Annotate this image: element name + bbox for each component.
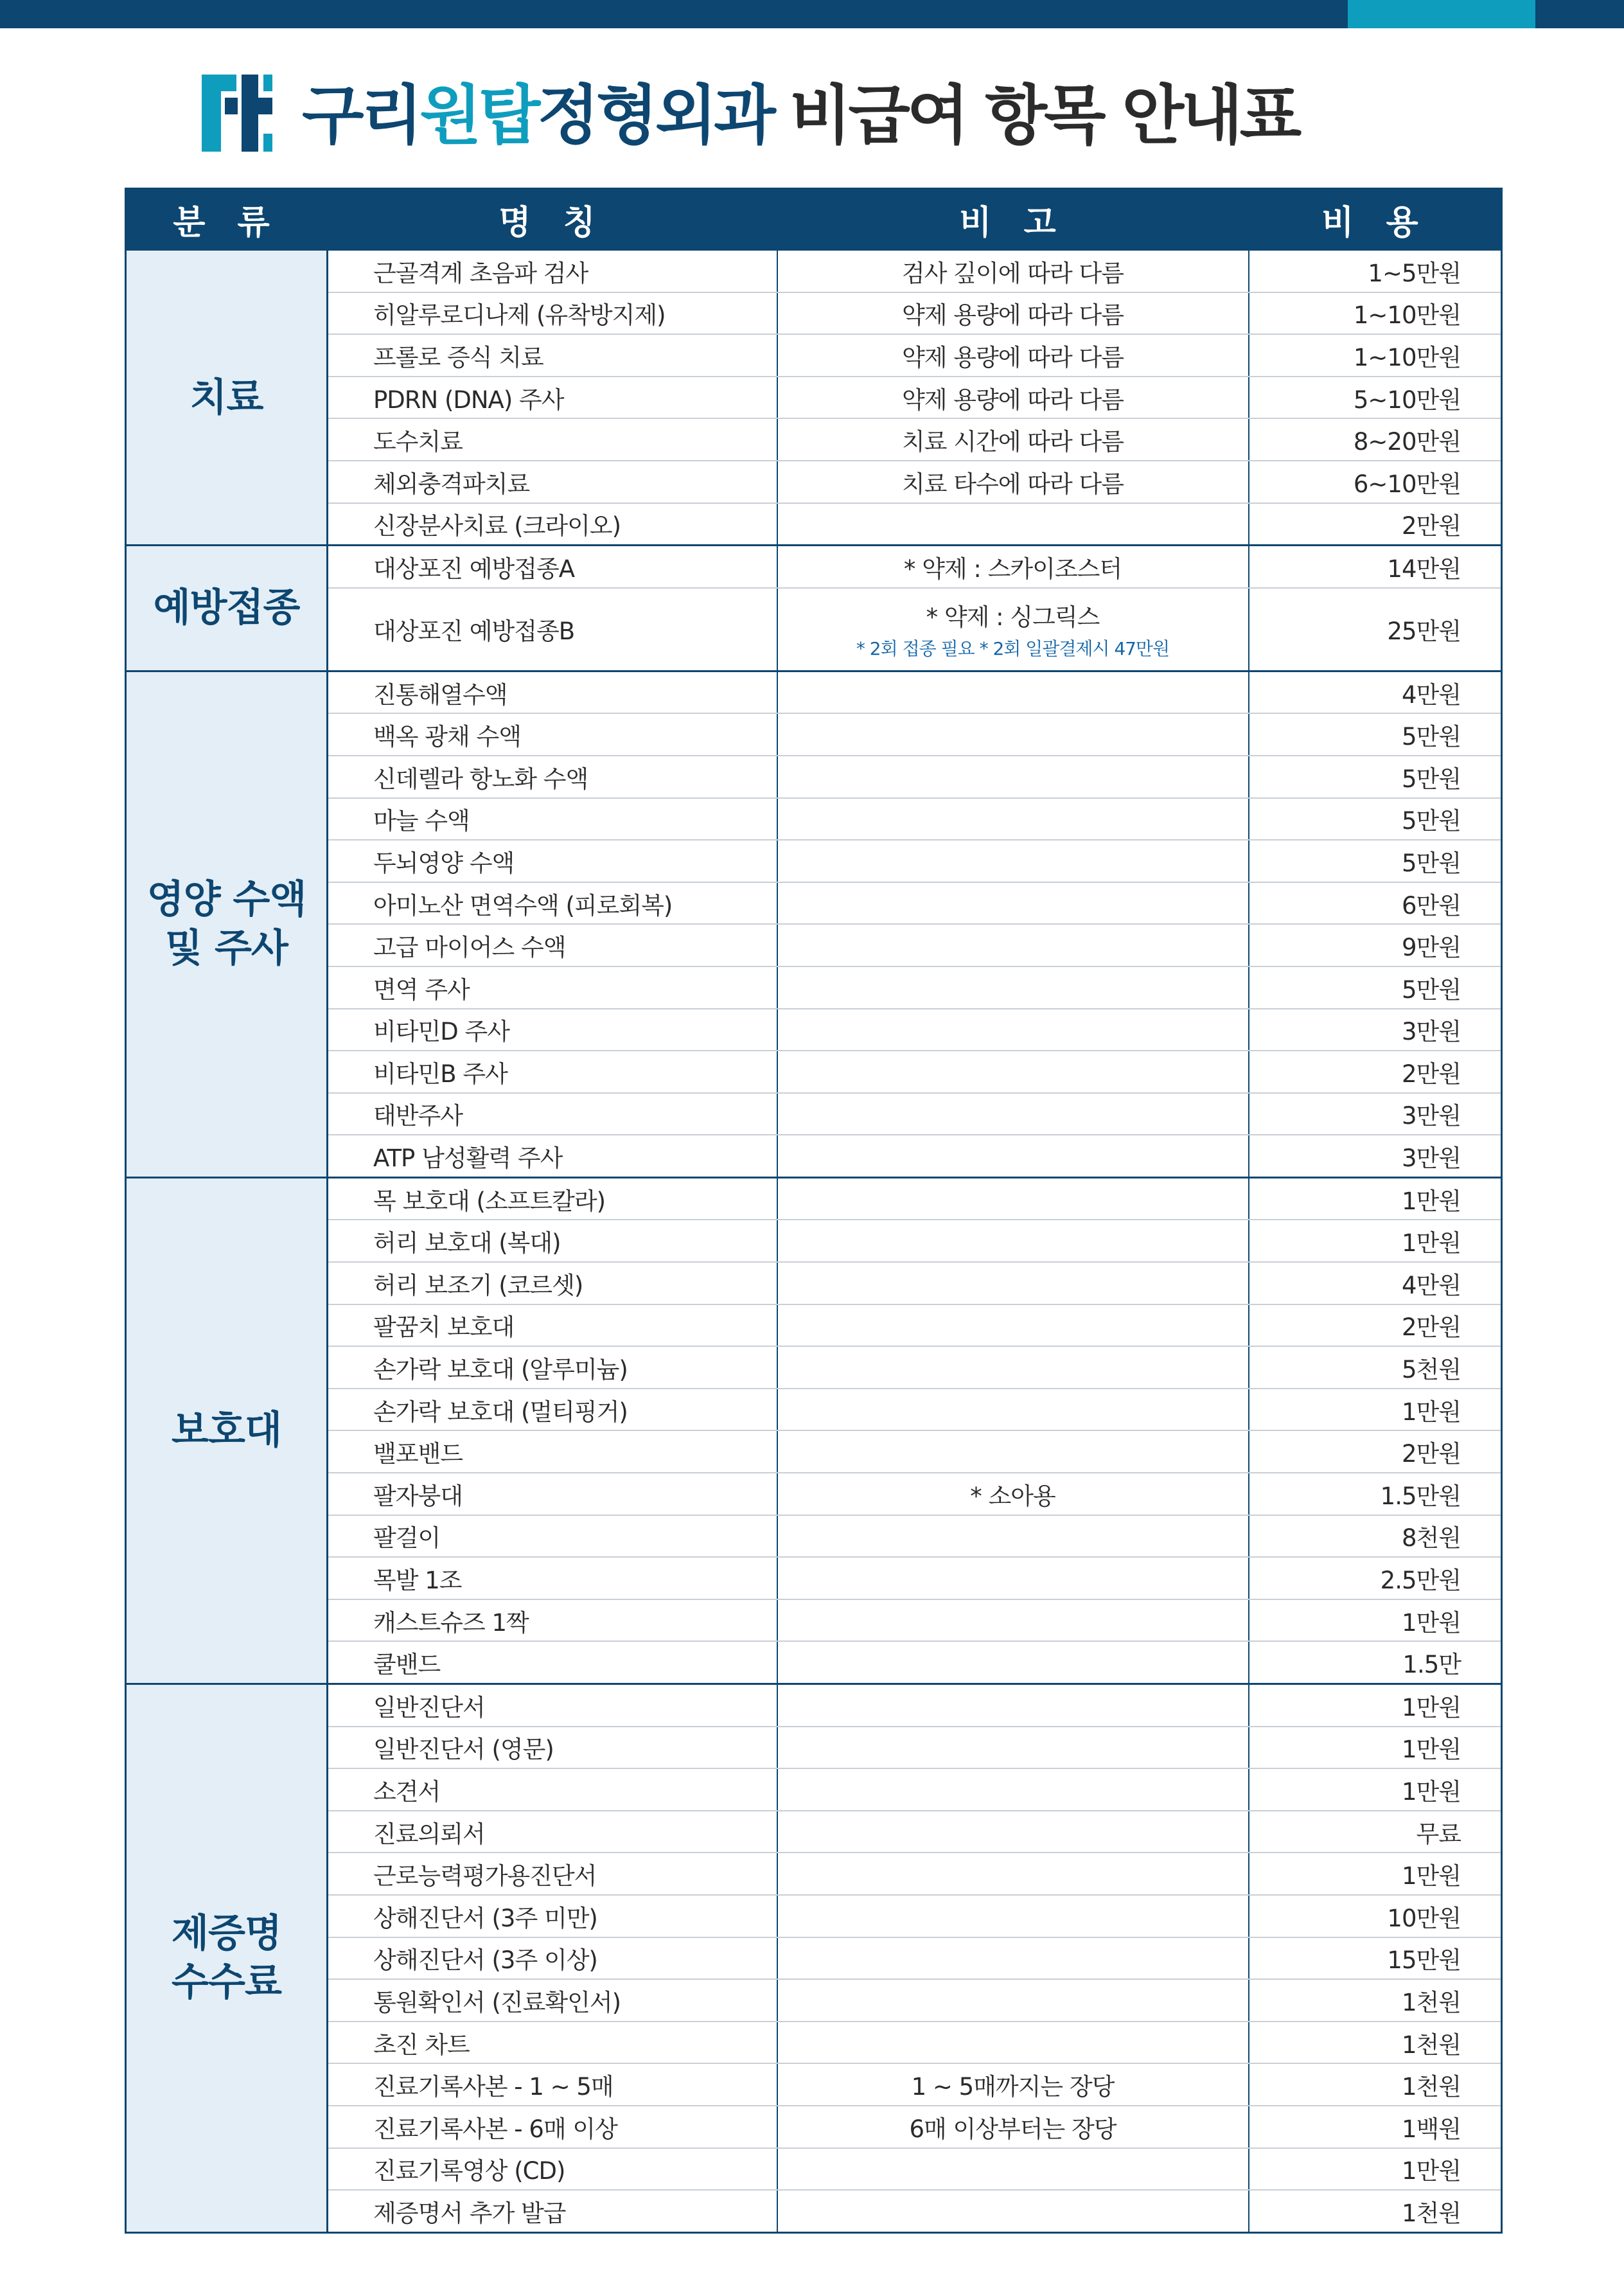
table-row xyxy=(126,1557,1502,1599)
table-row xyxy=(126,1684,1502,1727)
column-header-note: 비 고 xyxy=(777,189,1249,250)
item-name: 대상포진 예방접종A xyxy=(328,546,777,588)
item-name: 아미노산 면역수액 (피로회복) xyxy=(328,882,777,925)
item-note xyxy=(777,1093,1249,1135)
item-note xyxy=(777,1895,1249,1937)
item-note xyxy=(777,1051,1249,1093)
table-row xyxy=(126,1051,1502,1093)
table-row xyxy=(126,2022,1502,2064)
table-row xyxy=(126,1009,1502,1051)
item-name: 대상포진 예방접종B xyxy=(328,588,777,671)
item-note: 약제 용량에 따라 다름 xyxy=(777,377,1249,419)
table-row xyxy=(126,671,1502,713)
item-note xyxy=(777,2148,1249,2191)
item-cost: 1천원 xyxy=(1249,2190,1502,2232)
column-header-name: 명 칭 xyxy=(328,189,777,250)
item-name: 초진 차트 xyxy=(328,2022,777,2064)
item-cost: 1만원 xyxy=(1249,2148,1502,2191)
item-cost: 1~10만원 xyxy=(1249,292,1502,335)
item-name: 근로능력평가용진단서 xyxy=(328,1853,777,1895)
item-cost: 1천원 xyxy=(1249,2022,1502,2064)
item-name: 소견서 xyxy=(328,1768,777,1811)
category-cell-vaccination: 예방접종 xyxy=(126,546,328,671)
item-cost: 3만원 xyxy=(1249,1093,1502,1135)
item-note xyxy=(777,1177,1249,1220)
item-name: 일반진단서 xyxy=(328,1684,777,1727)
table-row xyxy=(126,1177,1502,1220)
item-name: 목발 1조 xyxy=(328,1557,777,1599)
table-row xyxy=(126,1811,1502,1853)
item-name: 비타민B 주사 xyxy=(328,1051,777,1093)
item-note xyxy=(777,1937,1249,1980)
item-note: 치료 시간에 따라 다름 xyxy=(777,418,1249,461)
hospital-logo-icon xyxy=(197,72,276,154)
item-name: 밸포밴드 xyxy=(328,1430,777,1473)
item-note xyxy=(777,924,1249,966)
item-name: 쿨밴드 xyxy=(328,1641,777,1684)
item-cost: 1만원 xyxy=(1249,1853,1502,1895)
item-note xyxy=(777,2190,1249,2232)
item-cost: 25만원 xyxy=(1249,588,1502,671)
item-cost: 무료 xyxy=(1249,1811,1502,1853)
item-cost: 1.5만원 xyxy=(1249,1473,1502,1515)
top-accent-bar xyxy=(0,0,1624,28)
item-note: 6매 이상부터는 장당 xyxy=(777,2106,1249,2148)
table-row xyxy=(126,713,1502,756)
item-name: 진료기록영상 (CD) xyxy=(328,2148,777,2191)
item-note xyxy=(777,1641,1249,1684)
title-part-onetop: 원탑 xyxy=(419,78,538,153)
table-row xyxy=(126,1853,1502,1895)
table-row xyxy=(126,1895,1502,1937)
item-note xyxy=(777,588,1249,671)
item-note xyxy=(777,756,1249,798)
table-row xyxy=(126,588,1502,671)
item-name: PDRN (DNA) 주사 xyxy=(328,377,777,419)
item-note xyxy=(777,798,1249,840)
item-note xyxy=(777,1684,1249,1727)
item-cost: 5천원 xyxy=(1249,1346,1502,1389)
item-name: 백옥 광채 수액 xyxy=(328,713,777,756)
table-row xyxy=(126,1473,1502,1515)
item-note xyxy=(777,1599,1249,1642)
item-cost: 14만원 xyxy=(1249,546,1502,588)
item-name: 통원확인서 (진료확인서) xyxy=(328,1979,777,2022)
item-note xyxy=(777,2022,1249,2064)
item-cost: 1백원 xyxy=(1249,2106,1502,2148)
item-name: 신데렐라 항노화 수액 xyxy=(328,756,777,798)
item-cost: 3만원 xyxy=(1249,1009,1502,1051)
table-row xyxy=(126,1262,1502,1304)
item-name: 허리 보호대 (복대) xyxy=(328,1220,777,1262)
item-cost: 2.5만원 xyxy=(1249,1557,1502,1599)
table-row xyxy=(126,840,1502,882)
item-note xyxy=(777,1430,1249,1473)
item-note-sub: * 2회 접종 필요 * 2회 일괄결제시 47만원 xyxy=(856,638,1170,660)
table-row xyxy=(126,1135,1502,1177)
item-note: 치료 타수에 따라 다름 xyxy=(777,461,1249,503)
item-name: 허리 보조기 (코르셋) xyxy=(328,1262,777,1304)
item-cost: 1만원 xyxy=(1249,1220,1502,1262)
table-row xyxy=(126,1093,1502,1135)
item-cost: 6만원 xyxy=(1249,882,1502,925)
table-row xyxy=(126,377,1502,419)
item-name: 신장분사치료 (크라이오) xyxy=(328,503,777,546)
item-note: 약제 용량에 따라 다름 xyxy=(777,334,1249,377)
table-row xyxy=(126,1346,1502,1389)
column-header-cost: 비 용 xyxy=(1249,189,1502,250)
item-cost: 1만원 xyxy=(1249,1177,1502,1220)
item-name: 체외충격파치료 xyxy=(328,461,777,503)
item-cost: 1천원 xyxy=(1249,1979,1502,2022)
item-cost: 1.5만 xyxy=(1249,1641,1502,1684)
item-note-main: * 약제 : 싱그릭스 xyxy=(926,603,1100,632)
item-name: 상해진단서 (3주 이상) xyxy=(328,1937,777,1980)
table-row xyxy=(126,2106,1502,2148)
table-row xyxy=(126,798,1502,840)
item-name: 손가락 보호대 (알루미늄) xyxy=(328,1346,777,1389)
table-row xyxy=(126,1220,1502,1262)
item-name: 근골격계 초음파 검사 xyxy=(328,250,777,292)
table-row xyxy=(126,756,1502,798)
page-header xyxy=(0,62,1624,158)
category-cell-braces: 보호대 xyxy=(126,1177,328,1684)
item-note xyxy=(777,1727,1249,1769)
category-cell-nutrition-iv: 영양 수액 및 주사 xyxy=(126,671,328,1177)
item-cost: 1만원 xyxy=(1249,1727,1502,1769)
item-cost: 4만원 xyxy=(1249,1262,1502,1304)
item-cost: 1만원 xyxy=(1249,1389,1502,1431)
item-name: 면역 주사 xyxy=(328,966,777,1009)
item-cost: 2만원 xyxy=(1249,1430,1502,1473)
item-name: 목 보호대 (소프트칼라) xyxy=(328,1177,777,1220)
item-cost: 1만원 xyxy=(1249,1599,1502,1642)
table-row xyxy=(126,1430,1502,1473)
table-row xyxy=(126,1768,1502,1811)
item-cost: 9만원 xyxy=(1249,924,1502,966)
item-cost: 5만원 xyxy=(1249,966,1502,1009)
item-cost: 2만원 xyxy=(1249,1051,1502,1093)
item-cost: 1~5만원 xyxy=(1249,250,1502,292)
item-note xyxy=(777,1135,1249,1177)
table-row xyxy=(126,1937,1502,1980)
item-note xyxy=(777,1853,1249,1895)
item-note xyxy=(777,1009,1249,1051)
item-name: 히알루로디나제 (유착방지제) xyxy=(328,292,777,335)
item-note xyxy=(777,1220,1249,1262)
item-name: 비타민D 주사 xyxy=(328,1009,777,1051)
table-row xyxy=(126,2190,1502,2232)
item-name: 진통해열수액 xyxy=(328,671,777,713)
table-row xyxy=(126,882,1502,925)
item-note: 검사 깊이에 따라 다름 xyxy=(777,250,1249,292)
item-note: 약제 용량에 따라 다름 xyxy=(777,292,1249,335)
item-name: 진료의뢰서 xyxy=(328,1811,777,1853)
column-header-category: 분 류 xyxy=(126,189,328,250)
item-cost: 5만원 xyxy=(1249,756,1502,798)
table-row xyxy=(126,924,1502,966)
table-row xyxy=(126,1389,1502,1431)
title-part-orthopedics: 정형외과 xyxy=(537,78,773,153)
item-name: 상해진단서 (3주 미만) xyxy=(328,1895,777,1937)
item-cost: 4만원 xyxy=(1249,671,1502,713)
item-cost: 6~10만원 xyxy=(1249,461,1502,503)
item-note xyxy=(777,1979,1249,2022)
table-row xyxy=(126,334,1502,377)
item-name: 태반주사 xyxy=(328,1093,777,1135)
category-cell-certificates: 제증명 수수료 xyxy=(126,1684,328,2233)
title-part-fee-guide: 비급여 항목 안내표 xyxy=(789,78,1299,153)
item-name: 진료기록사본 - 1 ~ 5매 xyxy=(328,2063,777,2106)
item-name: ATP 남성활력 주사 xyxy=(328,1135,777,1177)
item-note xyxy=(777,882,1249,925)
item-note xyxy=(777,1389,1249,1431)
item-name: 일반진단서 (영문) xyxy=(328,1727,777,1769)
item-cost: 1천원 xyxy=(1249,2063,1502,2106)
table-row xyxy=(126,250,1502,292)
item-name: 두뇌영양 수액 xyxy=(328,840,777,882)
item-cost: 5만원 xyxy=(1249,840,1502,882)
table-row xyxy=(126,546,1502,588)
item-name: 팔자붕대 xyxy=(328,1473,777,1515)
item-name: 팔꿈치 보호대 xyxy=(328,1304,777,1347)
table-row xyxy=(126,1515,1502,1558)
item-cost: 10만원 xyxy=(1249,1895,1502,1937)
item-cost: 8천원 xyxy=(1249,1515,1502,1558)
item-cost: 3만원 xyxy=(1249,1135,1502,1177)
item-name: 진료기록사본 - 6매 이상 xyxy=(328,2106,777,2148)
table-row xyxy=(126,418,1502,461)
table-row xyxy=(126,1599,1502,1642)
item-note: * 약제 : 스카이조스터 xyxy=(777,546,1249,588)
table-row xyxy=(126,1641,1502,1684)
table-row xyxy=(126,2063,1502,2106)
item-name: 고급 마이어스 수액 xyxy=(328,924,777,966)
item-cost: 1만원 xyxy=(1249,1684,1502,1727)
table-body xyxy=(126,250,1502,2233)
page-title xyxy=(302,62,1298,158)
item-cost: 2만원 xyxy=(1249,1304,1502,1347)
item-note xyxy=(777,1262,1249,1304)
item-cost: 2만원 xyxy=(1249,503,1502,546)
item-note xyxy=(777,1515,1249,1558)
non-covered-fee-table xyxy=(125,188,1503,2234)
item-cost: 5만원 xyxy=(1249,798,1502,840)
table-row xyxy=(126,503,1502,546)
item-name: 도수치료 xyxy=(328,418,777,461)
table-row xyxy=(126,292,1502,335)
item-cost: 1만원 xyxy=(1249,1768,1502,1811)
item-note xyxy=(777,503,1249,546)
item-note xyxy=(777,1557,1249,1599)
title-part-guri: 구리 xyxy=(302,78,420,153)
item-cost: 5~10만원 xyxy=(1249,377,1502,419)
item-note xyxy=(777,1768,1249,1811)
item-note: 1 ~ 5매까지는 장당 xyxy=(777,2063,1249,2106)
table-row xyxy=(126,1979,1502,2022)
item-name: 손가락 보호대 (멀티핑거) xyxy=(328,1389,777,1431)
table-row xyxy=(126,966,1502,1009)
category-cell-treatment: 치료 xyxy=(126,250,328,546)
item-note xyxy=(777,1304,1249,1347)
item-note xyxy=(777,671,1249,713)
table-row xyxy=(126,461,1502,503)
item-cost: 1~10만원 xyxy=(1249,334,1502,377)
item-cost: 8~20만원 xyxy=(1249,418,1502,461)
item-note: * 소아용 xyxy=(777,1473,1249,1515)
item-note xyxy=(777,1811,1249,1853)
table-row xyxy=(126,2148,1502,2191)
table-row xyxy=(126,1304,1502,1347)
item-note xyxy=(777,966,1249,1009)
item-note xyxy=(777,840,1249,882)
table-header-row xyxy=(126,189,1502,250)
item-name: 제증명서 추가 발급 xyxy=(328,2190,777,2232)
item-name: 캐스트슈즈 1짝 xyxy=(328,1599,777,1642)
top-accent-highlight xyxy=(1348,0,1535,28)
item-cost: 5만원 xyxy=(1249,713,1502,756)
item-name: 프롤로 증식 치료 xyxy=(328,334,777,377)
item-note xyxy=(777,1346,1249,1389)
item-name: 팔걸이 xyxy=(328,1515,777,1558)
item-cost: 15만원 xyxy=(1249,1937,1502,1980)
item-name: 마늘 수액 xyxy=(328,798,777,840)
table-row xyxy=(126,1727,1502,1769)
item-note xyxy=(777,713,1249,756)
